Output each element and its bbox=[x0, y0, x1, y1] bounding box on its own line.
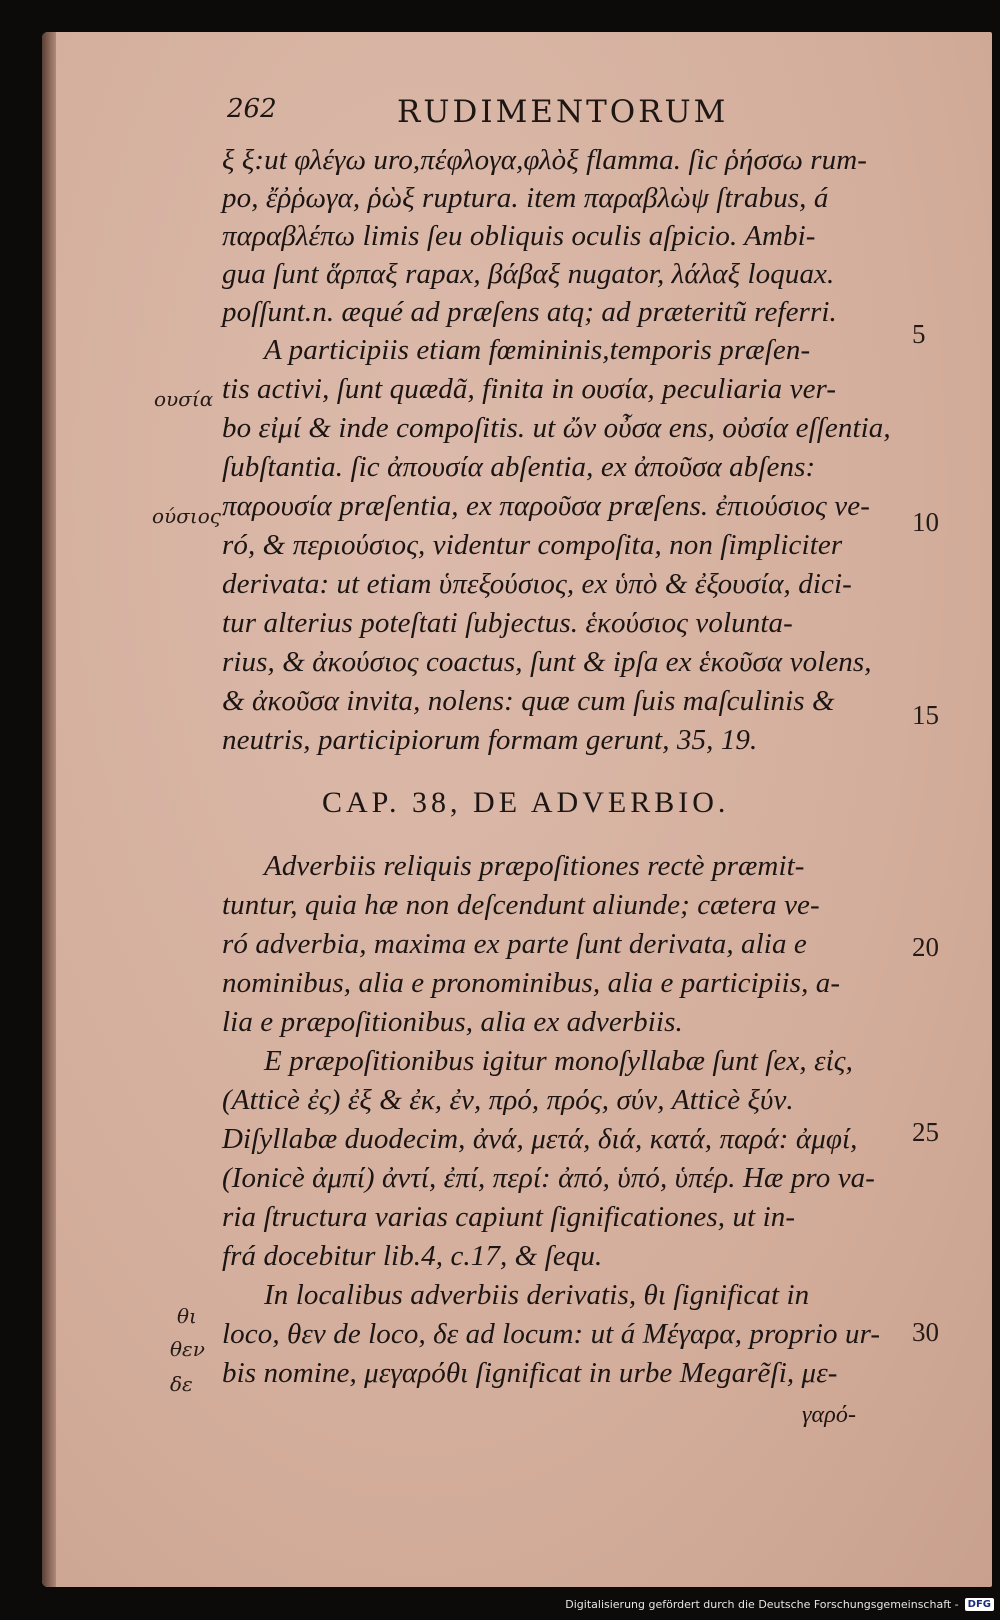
margin-note: θεν bbox=[170, 1337, 205, 1361]
text-line: tis activi, ſunt quædã, finita in ουσία, peculiaria ver- bbox=[222, 373, 837, 405]
text-line: Diſyllabæ duodecim, ἀνά, μετά, διά, κατά, παρά: ἀμφί, bbox=[222, 1123, 858, 1155]
margin-note: δε bbox=[170, 1372, 193, 1396]
page-number: 262 bbox=[227, 94, 277, 124]
running-title: RUDIMENTORUM bbox=[397, 94, 729, 130]
line-number: 25 bbox=[912, 1117, 939, 1147]
line-number: 5 bbox=[912, 319, 926, 349]
text-line: tur alterius poteſtati ſubjectus. ἑκούσιος volunta- bbox=[222, 607, 793, 639]
line-number: 15 bbox=[912, 700, 939, 730]
text-line: (Atticè ἐς) ἐξ & ἐκ, ἐν, πρό, πρός, σύν, Atticè ξύν. bbox=[222, 1084, 794, 1116]
text-line: bis nomine, μεγαρόθι ſignificat in urbe Megarẽſi, με- bbox=[222, 1357, 838, 1389]
text-line: poſſunt.n. æqué ad præſens atq; ad præteritũ referri. bbox=[222, 296, 837, 328]
digitization-credit bbox=[565, 1591, 994, 1617]
text-line: παρουσία præſentia, ex παροῦσα præſens. ἐπιούσιος ve- bbox=[222, 490, 870, 522]
text-line: ró, & περιούσιος, videntur compoſita, non ſimpliciter bbox=[222, 529, 843, 561]
catchword: γαρό- bbox=[802, 1402, 857, 1428]
text-line: παραβλέπω limis ſeu obliquis oculis aſpicio. Ambi- bbox=[222, 220, 816, 252]
text-line: loco, θεν de loco, δε ad locum: ut á Μέγαρα, proprio ur- bbox=[222, 1318, 881, 1350]
text-line: gua ſunt ἅρπαξ rapax, βάβαξ nugator, λάλαξ loquax. bbox=[222, 258, 835, 290]
text-line: bo εἰμί & inde compoſitis. ut ὤν οὖσα ens, οὐσία eſſentia, bbox=[222, 412, 891, 444]
line-number: 10 bbox=[912, 507, 939, 537]
text-line: ria ſtructura varias capiunt ſignificationes, ut in- bbox=[222, 1201, 796, 1233]
text-line: derivata: ut etiam ὑπεξούσιος, ex ὑπὸ & ἐξουσία, dici- bbox=[222, 568, 852, 600]
text-line: ró adverbia, maxima ex parte ſunt derivata, alia e bbox=[222, 928, 807, 960]
text-line: (Ionicè ἀμπί) ἀντί, ἐπί, περί: ἀπό, ὑπό, ὑπέρ. Hæ pro va- bbox=[222, 1162, 876, 1194]
text-line: A participiis etiam fœmininis,temporis præſen- bbox=[264, 334, 811, 366]
text-line: neutris, participiorum formam gerunt, 35, 19. bbox=[222, 724, 758, 756]
text-line: ξ ξ:ut φλέγω uro,πέφλογα,φλὸξ flamma. ſic ῥήσσω rum- bbox=[222, 144, 868, 176]
margin-note: θι bbox=[177, 1304, 197, 1328]
dfg-logo: DFG bbox=[965, 1598, 994, 1611]
text-line: & ἀκοῦσα invita, nolens: quæ cum ſuis maſculinis & bbox=[222, 685, 835, 717]
text-line: rius, & ἀκούσιος coactus, ſunt & ipſa ex ἑκοῦσα volens, bbox=[222, 646, 872, 678]
margin-note: ουσία bbox=[154, 387, 214, 411]
text-line: lia e præpoſitionibus, alia ex adverbiis. bbox=[222, 1006, 683, 1038]
margin-note: ούσιος bbox=[152, 504, 221, 528]
text-line: ſubſtantia. ſic ἀπουσία abſentia, ex ἀποῦσα abſens: bbox=[222, 451, 816, 483]
text-line: nominibus, alia e pronominibus, alia e participiis, a- bbox=[222, 967, 841, 999]
text-line: frá docebitur lib.4, c.17, & ſequ. bbox=[222, 1240, 603, 1272]
chapter-heading: CAP. 38, DE ADVERBIO. bbox=[322, 786, 730, 819]
line-number: 30 bbox=[912, 1317, 939, 1347]
book-page bbox=[42, 32, 992, 1587]
text-line: Adverbiis reliquis præpoſitiones rectè præmit- bbox=[264, 850, 805, 882]
page-gutter-shadow bbox=[42, 32, 56, 1587]
credit-text: Digitalisierung gefördert durch die Deutsche Forschungsgemeinschaft - bbox=[565, 1597, 959, 1611]
line-number: 20 bbox=[912, 932, 939, 962]
text-line: tuntur, quia hæ non deſcendunt aliunde; cætera ve- bbox=[222, 889, 820, 921]
text-line: po, ἔῤῥωγα, ῥὼξ ruptura. item παραβλὼψ ſtrabus, á bbox=[222, 182, 829, 214]
text-line: In localibus adverbiis derivatis, θι ſignificat in bbox=[264, 1279, 810, 1311]
text-line: E præpoſitionibus igitur monoſyllabæ ſunt ſex, εἰς, bbox=[264, 1045, 853, 1077]
